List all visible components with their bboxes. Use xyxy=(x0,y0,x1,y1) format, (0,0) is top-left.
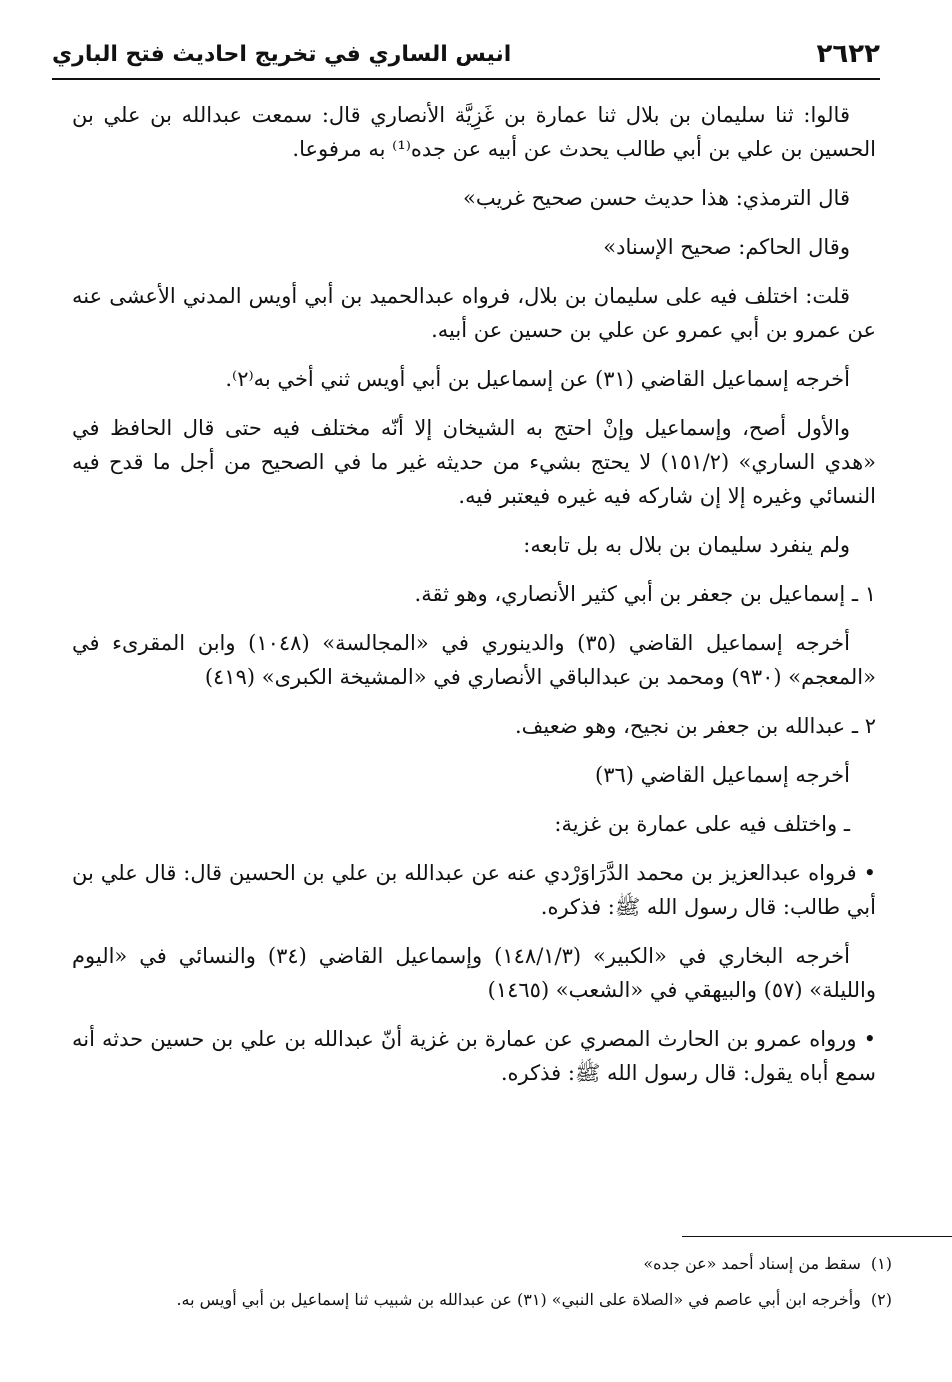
paragraph: قال الترمذي: هذا حديث حسن صحيح غريب» xyxy=(463,186,850,211)
footnote-text: سقط من إسناد أحمد «عن جده» xyxy=(643,1254,861,1273)
footnote-divider xyxy=(682,1236,952,1237)
running-title: انيس الساري في تخريج احاديث فتح الباري xyxy=(52,41,512,67)
page-header xyxy=(52,30,880,78)
paragraph: ولم ينفرد سليمان بن بلال به بل تابعه: xyxy=(523,533,850,558)
paragraph: قلت: اختلف فيه على سليمان بن بلال، فرواه عبدالحميد بن أبي أويس المدني الأعشى عنه عن عمرو بن أبي عمرو عن علي بن حسين عن أبيه. xyxy=(72,284,876,343)
main-text xyxy=(72,98,876,1105)
footnote-mark: (٢) xyxy=(870,1290,892,1309)
paragraph: والأول أصح، وإسماعيل وإنْ احتج به الشيخان إلا أنّه مختلف فيه حتى قال الحافظ في «هدي الساري» (١٥١/٢) لا يحتج بشيء من حديثه غير ما في الصحيح من أجل ما قدح فيه النسائي وغيره إلا إن شاركه فيه غيره فيعتبر فيه. xyxy=(72,416,876,509)
footnote-text: وأخرجه ابن أبي عاصم في «الصلاة على النبي» (٣١) عن عبدالله بن شبيب ثنا إسماعيل بن أبي أويس به. xyxy=(176,1290,861,1309)
bullet-item: • فرواه عبدالعزيز بن محمد الدَّرَاوَرْدي عنه عن عبدالله بن علي بن الحسين قال: قال علي بن أبي طالب: قال رسول الله ﷺ: فذكره. xyxy=(72,861,876,920)
paragraph: أخرجه إسماعيل القاضي (٣٥) والدينوري في «المجالسة» (١٠٤٨) وابن المقرىء في «المعجم» (٩٣٠) ومحمد بن عبدالباقي الأنصاري في «المشيخة الكبرى» (٤١٩) xyxy=(72,631,876,690)
footnote-mark: (١) xyxy=(870,1254,892,1273)
bullet-item: • ورواه عمرو بن الحارث المصري عن عمارة بن غزية أنّ عبدالله بن علي بن حسين حدثه أنه سمع أباه يقول: قال رسول الله ﷺ: فذكره. xyxy=(72,1027,876,1086)
list-item: ١ ـ إسماعيل بن جعفر بن أبي كثير الأنصاري، وهو ثقة. xyxy=(414,582,876,607)
page-number: ٢٦٢٢ xyxy=(816,39,880,69)
paragraph: أخرجه إسماعيل القاضي (٣٦) xyxy=(595,763,850,788)
header-divider xyxy=(52,78,880,80)
footnotes xyxy=(72,1250,892,1322)
footnote xyxy=(72,1286,892,1314)
list-item: ٢ ـ عبدالله بن جعفر بن نجيح، وهو ضعيف. xyxy=(514,714,876,739)
paragraph: قالوا: ثنا سليمان بن بلال ثنا عمارة بن غَزِيَّة الأنصاري قال: سمعت عبدالله بن علي بن الحسين بن علي بن أبي طالب يحدث عن أبيه عن جده⁽¹⁾ به مرفوعا. xyxy=(72,103,876,162)
footnote xyxy=(72,1250,892,1278)
paragraph: وقال الحاكم: صحيح الإسناد» xyxy=(603,235,850,260)
paragraph: أخرجه إسماعيل القاضي (٣١) عن إسماعيل بن أبي أويس ثني أخي به⁽٢⁾. xyxy=(225,367,850,392)
paragraph: أخرجه البخاري في «الكبير» (١٤٨/١/٣) وإسماعيل القاضي (٣٤) والنسائي في «اليوم والليلة» (٥٧) والبيهقي في «الشعب» (١٤٦٥) xyxy=(72,944,876,1003)
paragraph: ـ واختلف فيه على عمارة بن غزية: xyxy=(554,812,850,837)
